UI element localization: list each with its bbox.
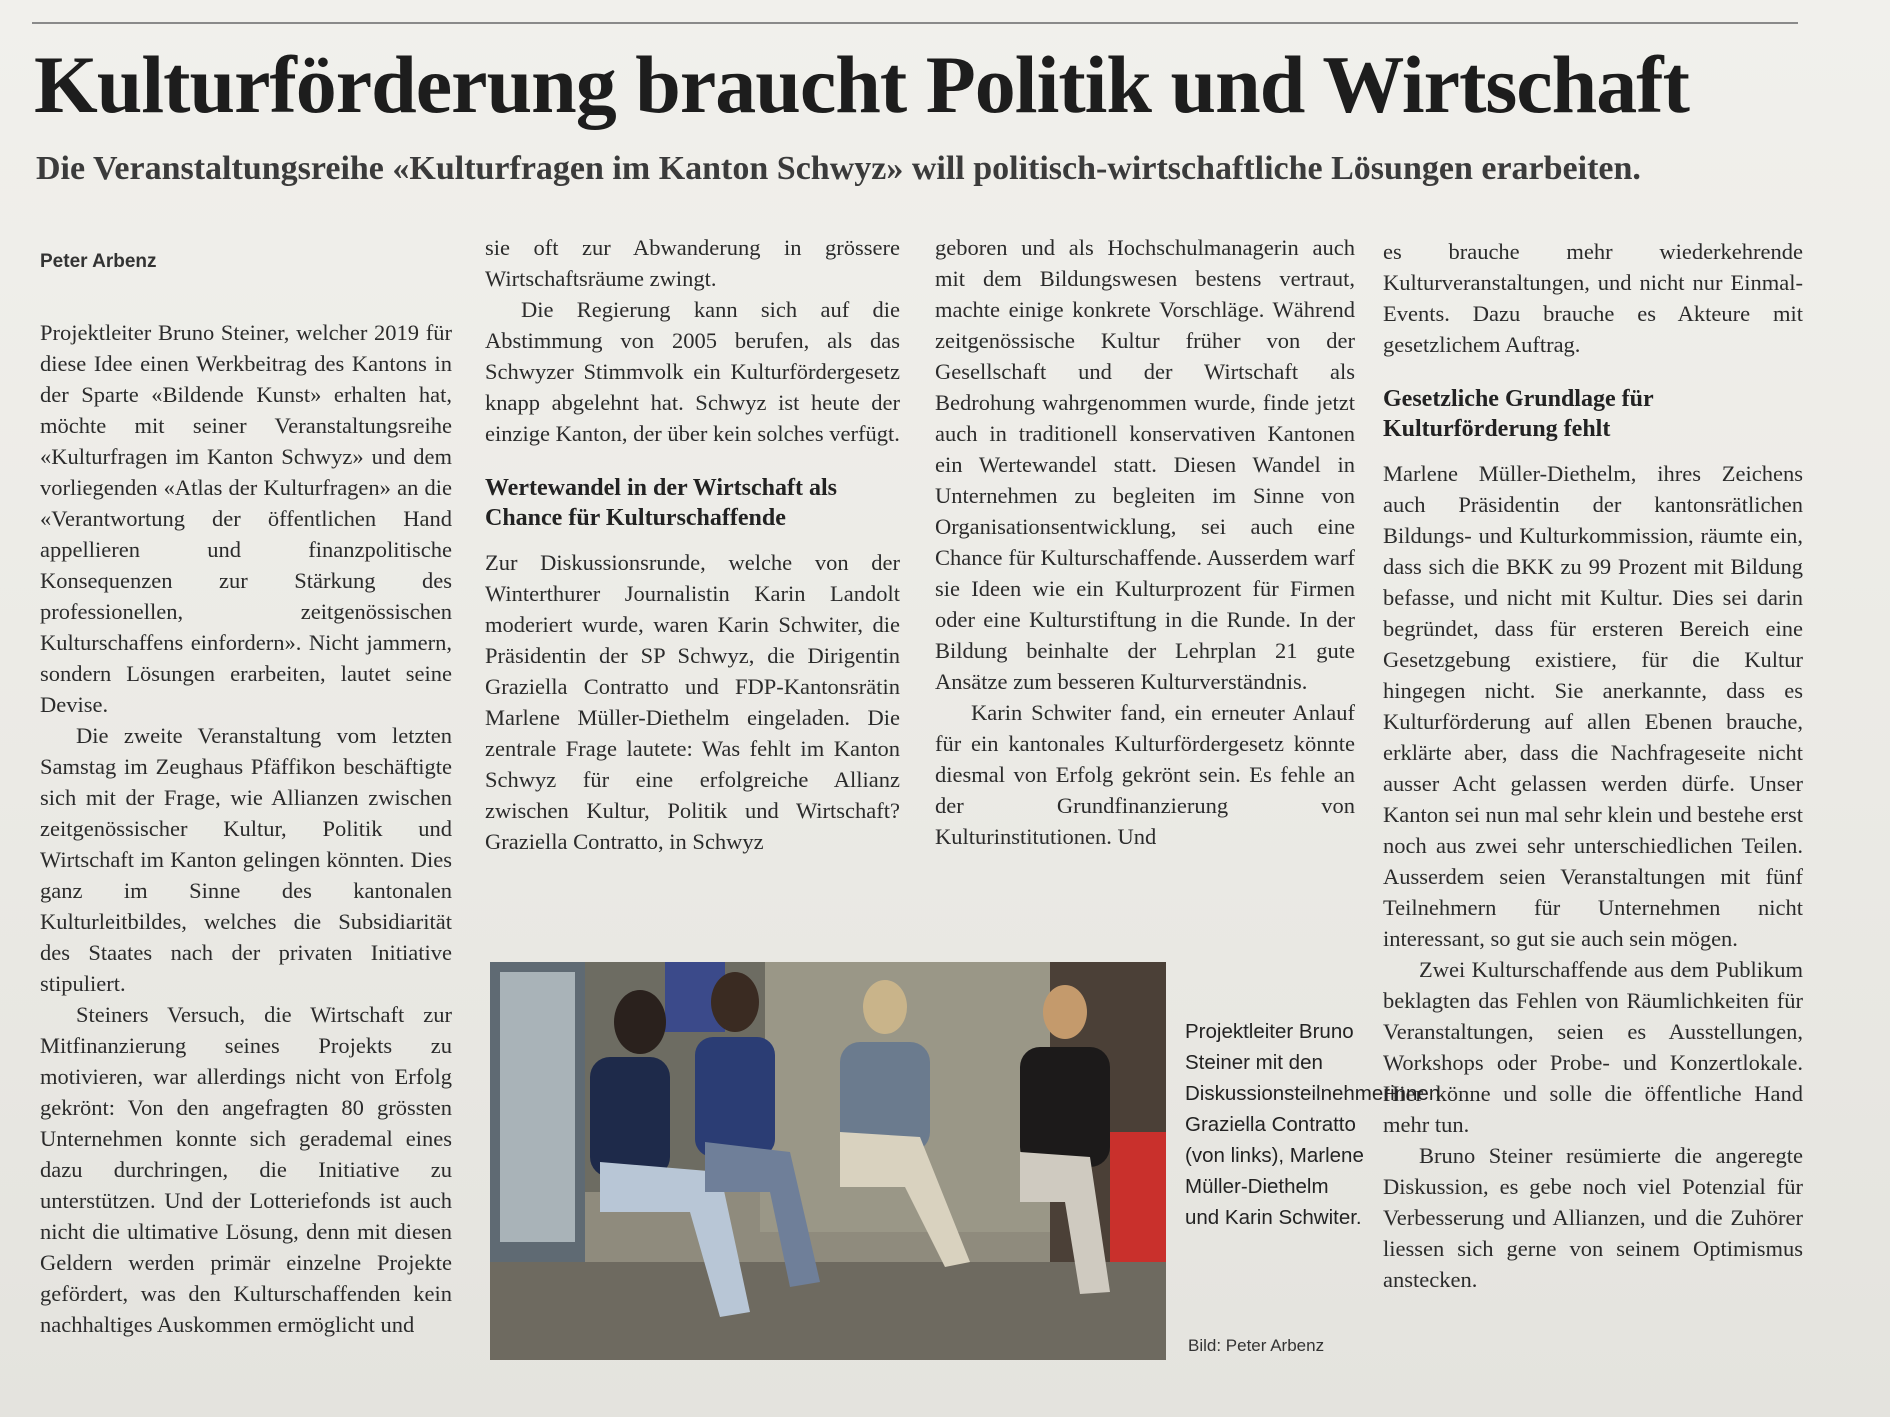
paragraph: es brauche mehr wiederkehrende Kulturveranstaltungen, und nicht nur Einmal-Events. Dazu brauche es Akteure mit gesetzlichem Auftrag. (1383, 239, 1803, 357)
paragraph: Zur Diskussionsrunde, welche von der Winterthurer Journalistin Karin Landolt moderiert wurde, waren Karin Schwiter, die Präsidentin der SP Schwyz, die Dirigentin Graziella Contratto und FDP-Kantonsrätin Marlene Müller-Diethelm eingeladen. Die zentrale Frage lautete: Was fehlt im Kanton Schwyz für eine erfolgreiche Allianz zwischen Kultur, Politik und Wirtschaft? Graziella Contratto, in Schwyz (485, 550, 900, 854)
paragraph: Die Regierung kann sich auf die Abstimmung von 2005 berufen, als das Schwyzer Stimmvolk ein Kulturfördergesetz knapp abgelehnt hat. Schwyz ist heute der einzige Kanton, der über kein solches verfügt. (485, 297, 900, 446)
column-2 (485, 232, 900, 857)
paragraph: Marlene Müller-Diethelm, ihres Zeichens auch Präsidentin der kantonsrätlichen Bildungs- und Kulturkommission, räumte ein, dass sich die BKK zu 99 Prozent mit Bildung befasse, und nicht mit Kultur. Dies sei darin begründet, dass für ersteren Bereich eine Gesetzgebung existiere, für die Kultur hingegen nicht. Sie anerkannte, dass es Kulturförderung auf allen Ebenen brauche, erklärte aber, dass die Nachfrageseite nicht ausser Acht gelassen werden dürfe. Unser Kanton sei nun mal sehr klein und bestehe erst noch aus zwei sehr unterschiedlichen Teilen. Ausserdem seien Veranstaltungen mit fünf Teilnehmern für Unternehmen nicht interessant, so gut sie auch sein mögen. (1383, 461, 1803, 951)
column-1 (40, 236, 452, 1340)
paragraph: Karin Schwiter fand, ein erneuter Anlauf für ein kantonales Kulturfördergesetz könnte diesmal von Erfolg gekrönt sein. Es fehle an der Grundfinanzierung von Kulturinstitutionen. Und (935, 700, 1355, 849)
paragraph: Projektleiter Bruno Steiner, welcher 2019 für diese Idee einen Werkbeitrag des Kantons in der Sparte «Bildende Kunst» erhalten hat, möchte mit seiner Veranstaltungsreihe «Kulturfragen im Kanton Schwyz» und dem vorliegenden «Atlas der Kulturfragen» an die «Verantwortung der öffentlichen Hand appellieren und finanzpolitische Konsequenzen zur Stärkung des professionellen, zeitgenössischen Kulturschaffens einfordern». Nicht jammern, sondern Lösungen erarbeiten, lautet seine Devise. (40, 320, 452, 717)
subheadline: Die Veranstaltungsreihe «Kulturfragen im Kanton Schwyz» will politisch-wirtschaftliche Lösungen erarbeiten. (36, 150, 1641, 187)
column-3 (935, 232, 1355, 852)
paragraph: Bruno Steiner resümierte die angeregte Diskussion, es gebe noch viel Potenzial für Verbesserung und Allianzen, und die Zuhörer liessen sich gerne von seinem Optimismus anstecken. (1383, 1143, 1803, 1292)
author-byline: Peter Arbenz (40, 251, 157, 272)
paragraph: sie oft zur Abwanderung in grössere Wirtschaftsräume zwingt. (485, 235, 900, 291)
paragraph: geboren und als Hochschulmanagerin auch mit dem Bildungswesen bestens vertraut, machte einige konkrete Vorschläge. Während zeitgenössische Kultur früher von der Gesellschaft und der Wirtschaft als Bedrohung wahrgenommen wurde, finde jetzt auch in traditionell konservativen Kantonen ein Wertewandel statt. Diesen Wandel in Unternehmen zu begleiten im Sinne von Organisationsentwicklung, sei auch eine Chance für Kulturschaffende. Ausserdem warf sie Ideen wie ein Kulturprozent für Firmen oder eine Kulturstiftung in die Runde. In der Bildung beinhalte der Lehrplan 21 gute Ansätze zum besseren Kulturverständnis. (935, 235, 1355, 694)
headline: Kulturförderung braucht Politik und Wirtschaft (34, 39, 1689, 130)
paragraph: Steiners Versuch, die Wirtschaft zur Mitfinanzierung seines Projekts zu motivieren, war allerdings nicht von Erfolg gekrönt: Von den angefragten 80 grössten Unternehmen konnte sich gerademal eines dazu durchringen, die Initiative zu unterstützen. Und der Lotteriefonds ist auch nicht die ultimative Lösung, denn mit diesen Geldern werden primär einzelne Projekte gefördert, was den Kulturschaffenden kein nachhaltiges Auskommen ermöglicht und (40, 1002, 452, 1337)
photo-illustration (490, 962, 1166, 1360)
photo-caption: Projektleiter Bruno Steiner mit den Diskussionsteilnehmerinnen Graziella Contratto (von links), Marlene Müller-Diethelm und Karin Schwiter. (1185, 1020, 1441, 1229)
article-photo (490, 962, 1166, 1360)
column-4 (1383, 236, 1803, 1295)
subheading: Gesetzliche Grundlage für Kulturförderung fehlt (1383, 386, 1654, 442)
photo-credit: Bild: Peter Arbenz (1188, 1336, 1325, 1355)
top-rule (32, 22, 1798, 24)
subheading: Wertewandel in der Wirtschaft als Chance für Kulturschaffende (485, 475, 837, 531)
paragraph: Zwei Kulturschaffende aus dem Publikum beklagten das Fehlen von Räumlichkeiten für Veranstaltungen, seien es Ausstellungen, Workshops oder Probe- und Konzertlokale. Hier könne und solle die öffentliche Hand mehr tun. (1383, 957, 1803, 1137)
paragraph: Die zweite Veranstaltung vom letzten Samstag im Zeughaus Pfäffikon beschäftigte sich mit der Frage, wie Allianzen zwischen zeitgenössischer Kultur, Politik und Wirtschaft im Kanton gelingen könnten. Dies ganz im Sinne des kantonalen Kulturleitbildes, welches die Subsidiarität des Staates nach der privaten Initiative stipuliert. (40, 723, 452, 996)
